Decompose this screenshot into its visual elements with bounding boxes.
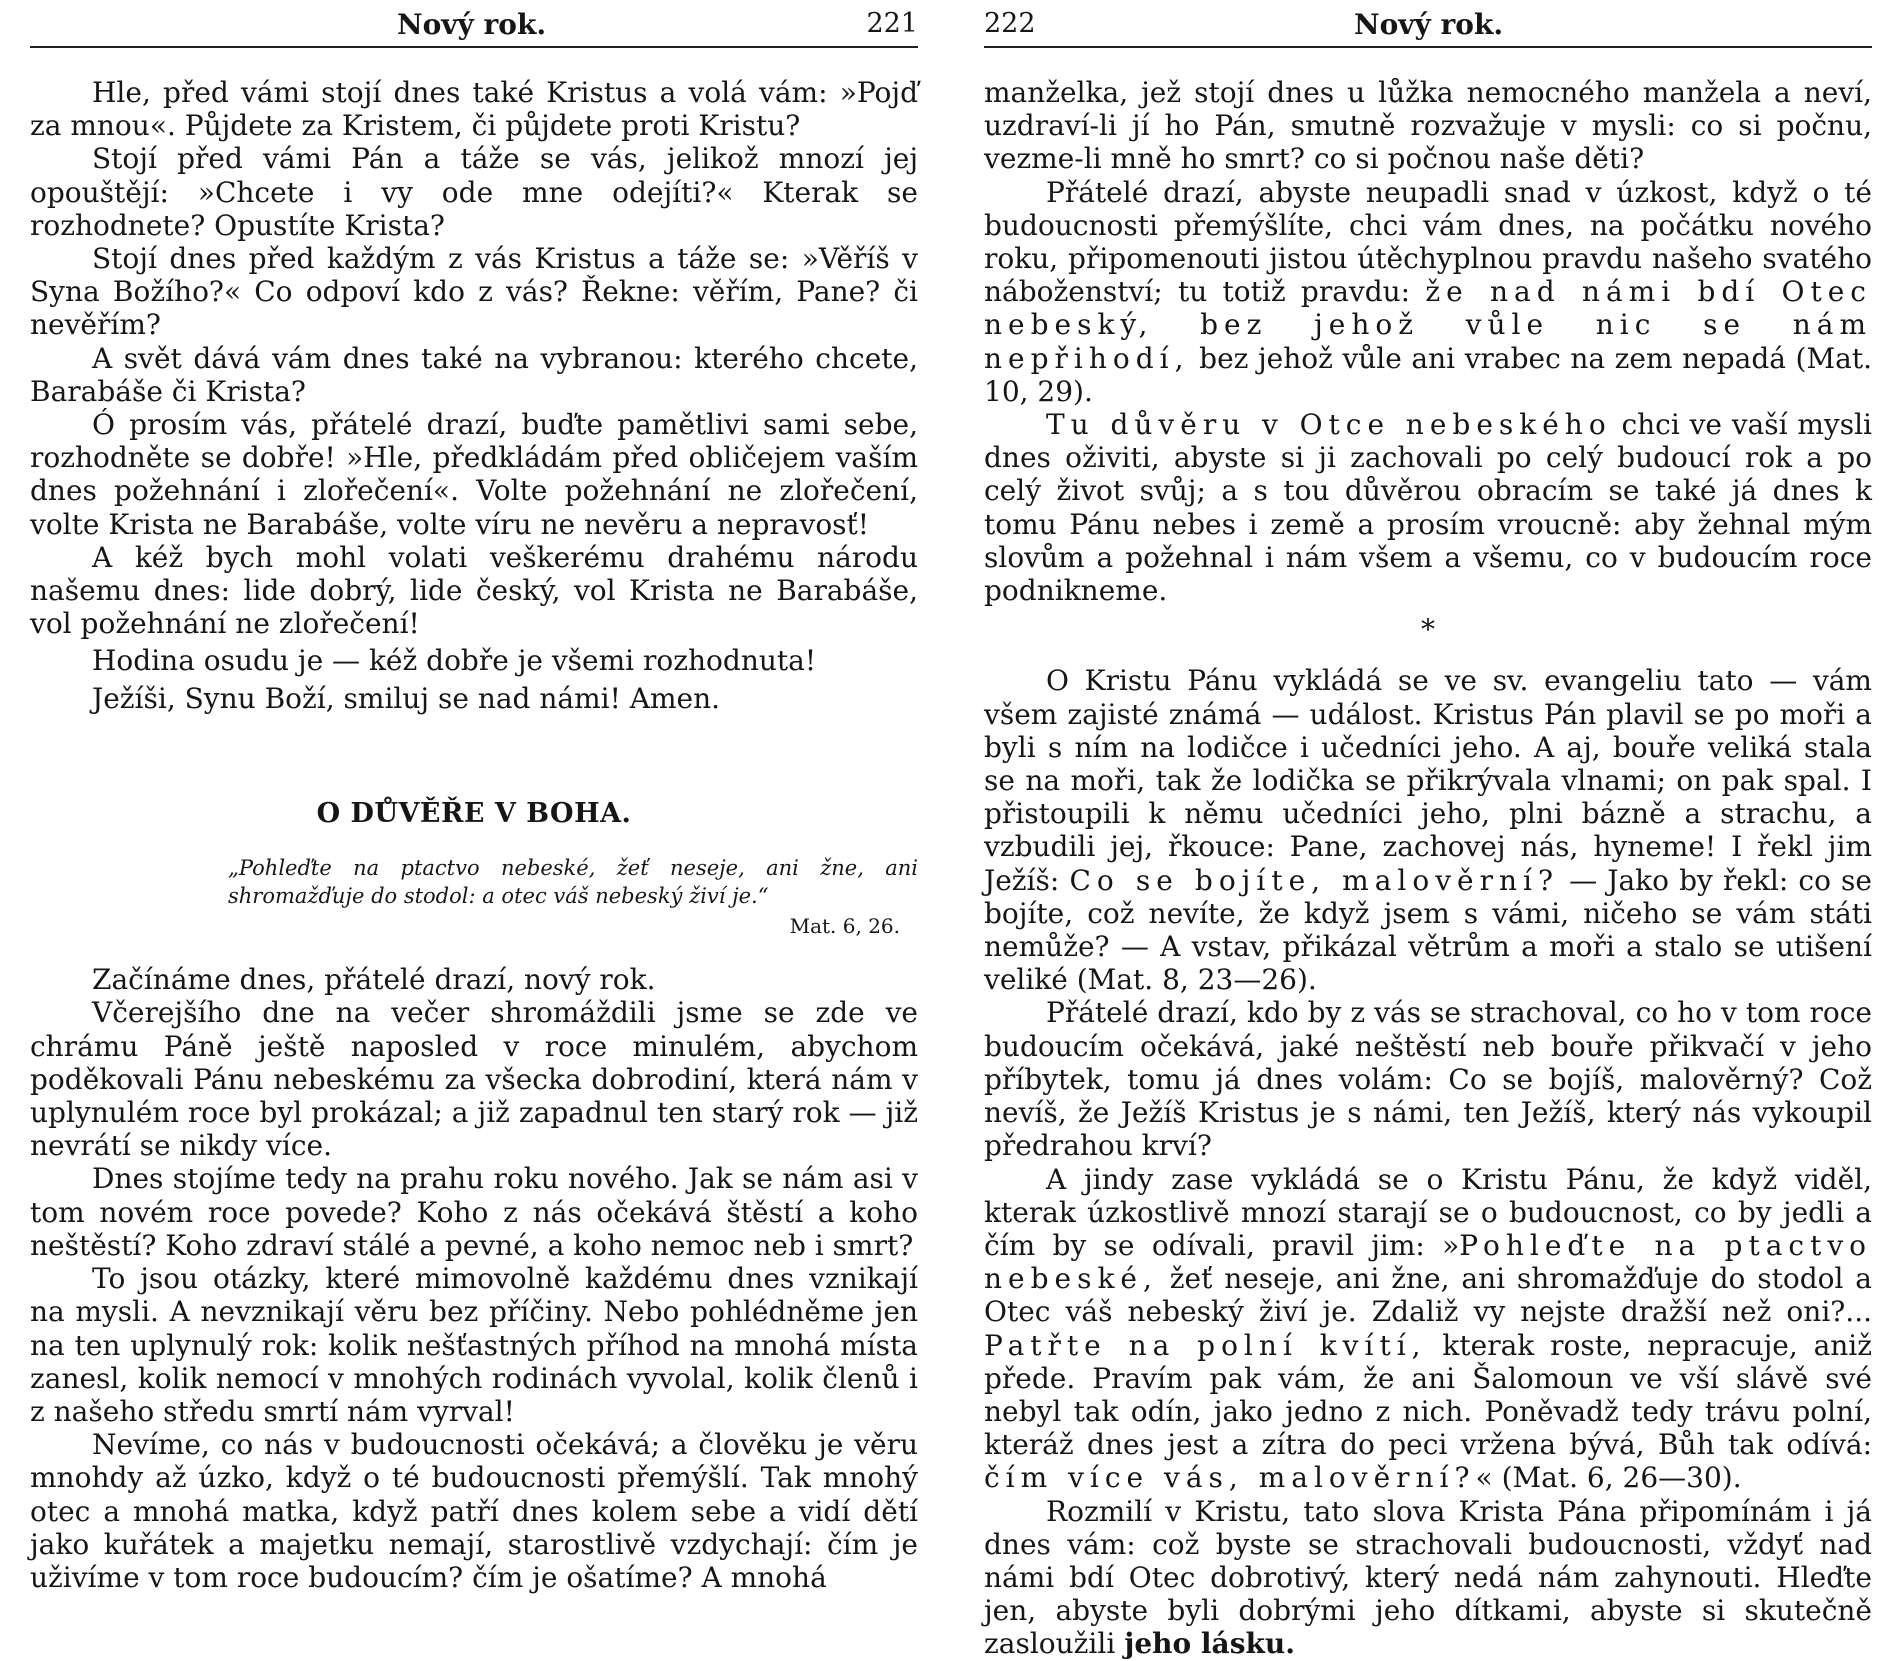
section-separator: * (1421, 613, 1435, 647)
spaced-emphasis: Tu důvěru v Otce nebeského (1046, 408, 1612, 442)
text-run: O Kristu Pánu vykládá se ve sv. evangeliu tato — vám všem zajisté známá — událost. Kristus Pán plavil se po moři a byli s ním na lodičce i učedníci jeho. A aj, bouře veliká stala se na moři, tak že lodička se přikrývala vlnami; on pak spal. I přistoupili k němu učedníci jeho, plni bázně a strachu, a vzbudili jej, řkouce: Pane, zachovej nás, hyneme! I řekl jim Ježíš: (984, 664, 1872, 897)
spaced-emphasis: že nad námi bdí Otec nebeský, bez jehož vůle nic se nám nepřihodí, (984, 275, 1872, 375)
paragraph: Ó prosím vás, přátelé drazí, buďte pamětlivi sami sebe, rozhodněte se dobře! »Hle, předkládám před obličejem vaším dnes požehnání i zlořečení«. Volte požehnání ne zlořečení, volte Krista ne Barabáše, volte víru ne nevěru a nepravosť! (30, 408, 918, 541)
text-run: Rozmilí v Kristu, tato slova Krista Pána připomínám i já dnes vám: což byste se strachovali budoucnosti, vždyť nad námi bdí Otec dobrotivý, který nedá nám zahynouti. Hleďte jen, abyste byli dobrými jeho dítkami, abyste si skutečně zasloužili (984, 1494, 1872, 1661)
left-page-body (30, 48, 918, 1594)
right-page-number: 222 (984, 8, 1036, 39)
right-header-title: Nový rok. (1354, 8, 1504, 41)
left-page (30, 0, 918, 1594)
paragraph: Ježíši, Synu Boží, smiluj se nad námi! Amen. (92, 681, 721, 715)
right-page (984, 0, 1873, 1661)
motto-quote: „Pohleďte na ptactvo nebeské, žeť neseje, ani žne, ani shromažďuje do stodol: a otec váš nebeský živí je.“ (228, 856, 918, 909)
bold-emphasis: jeho lásku. (1124, 1627, 1295, 1661)
text-run: A jindy zase vykládá se o Kristu Pánu, že když viděl, kterak úzkostlivě mnozí starají se o budoucnost, co by jedli a čím by se odívali, pravil jim: » (984, 1162, 1872, 1262)
paragraph: To jsou otázky, které mimovolně každému dnes vznikají na mysli. A nevznikají věru bez příčiny. Nebo pohlédněme jen na ten uplynulý rok: kolik nešťastných příhod na mnohá místa zanesl, kolik nemocí v mnohých rodinách vyvolal, kolik členů i z našeho středu smrtí nám vyrval! (30, 1262, 918, 1428)
right-running-header (984, 0, 1872, 48)
spaced-emphasis: Co se bojíte, malověrní? (1069, 863, 1559, 897)
text-run: — Jako by řekl: co se bojíte, což nevíte, že když jsem s vámi, ničeho se vám státi nemůže? — A vstav, přikázal větrům a moři a stalo se utišení veliké (Mat. 8, 23—26). (984, 863, 1872, 997)
spaced-emphasis: čím více vás, malověrní? (984, 1461, 1476, 1495)
paragraph: Stojí před vámi Pán a táže se vás, jelikož mnozí jej opouštějí: »Chcete i vy ode mne odejíti?« Kterak se rozhodnete? Opustíte Krista? (30, 142, 918, 242)
right-page-body (984, 48, 1872, 1661)
paragraph (984, 408, 1872, 607)
paragraph: Hle, před vámi stojí dnes také Kristus a volá vám: »Pojď za mnou«. Půjdete za Kristem, či půjdete proti Kristu? (30, 76, 918, 143)
paragraph (984, 1495, 1872, 1661)
paragraph: Dnes stojíme tedy na prahu roku nového. Jak se nám asi v tom novém roce povede? Koho z nás očekává štěstí a koho neštěstí? Koho zdraví stálé a pevné, a koho nemoc neb i smrt? (30, 1162, 918, 1262)
left-running-header (30, 0, 918, 48)
paragraph: A kéž bych mohl volati veškerému drahému národu našemu dnes: lide dobrý, lide český, vol Krista ne Barabáše, vol požehnání ne zlořečení! (30, 540, 918, 641)
paragraph (984, 1163, 1872, 1495)
text-run: bez jehož vůle ani vrabec na zem nepadá (Mat. 10, 29). (984, 341, 1872, 408)
text-run: Přátelé drazí, abyste neupadli snad v úzkost, když o té budoucnosti přemýšlíte, chci vám dnes, na počátku nového roku, připomenouti jistou útěchyplnou pravdu našeho svatého náboženství; tu totiž pravdu: (984, 175, 1872, 309)
paragraph: Začínáme dnes, přátelé drazí, nový rok. (92, 963, 656, 997)
paragraph (984, 176, 1872, 408)
motto-reference: Mat. 6, 26. (789, 914, 900, 939)
paragraph: A svět dává vám dnes také na vybranou: kterého chcete, Barabáše či Krista? (30, 341, 918, 408)
paragraph (984, 664, 1872, 996)
paragraph: Nevíme, co nás v budoucnosti očekává; a člověku je věru mnohdy až úzko, když o té budoucnosti přemýšlí. Tak mnohý otec a mnohá matka, když patří dnes kolem sebe a vidí dětí jako kuřátek a majetku nemají, starostlivě vzdychají: čím je uživíme v tom roce budoucím? čím je ošatíme? A mnohá (30, 1428, 918, 1594)
left-header-title: Nový rok. (397, 8, 547, 41)
paragraph: Hodina osudu je — kéž dobře je všemi rozhodnuta! (92, 644, 817, 678)
section-title: O DŮVĚŘE V BOHA. (316, 797, 632, 829)
paragraph: manželka, jež stojí dnes u lůžka nemocného manžela a neví, uzdraví-li jí ho Pán, smutně rozvažuje v mysli: co si počnu, vezme-li mně ho smrt? co si počnou naše děti? (984, 76, 1872, 176)
spaced-emphasis: Patřte na polní kvítí, (984, 1328, 1427, 1362)
text-run: chci ve vaší mysli dnes oživiti, abyste si ji zachovali po celý budoucí rok a po celý život svůj; a s tou důvěrou obracím se také já dnes k tomu Pánu nebes i země a prosím vroucně: aby žehnal mým slovům a požehnal i nám všem a všemu, co v budoucím roce podnikneme. (984, 408, 1872, 608)
spaced-emphasis: Pohleďte na ptactvo nebeské, (984, 1228, 1872, 1296)
text-run: žeť neseje, ani žne, ani shromažďuje do stodol a Otec váš nebeský živí je. Zdaliž vy nejste dražší než oni?... (984, 1262, 1872, 1329)
paragraph: Stojí dnes před každým z vás Kristus a táže se: »Věříš v Syna Božího?« Co odpoví kdo z vás? Řekne: věřím, Pane? či nevěřím? (30, 242, 918, 342)
left-page-number: 221 (866, 8, 918, 39)
text-run: kterak roste, nepracuje, aniž přede. Pravím pak vám, že ani Šalomoun ve vší slávě své nebyl tak odín, jako jedno z nich. Poněvadž tedy trávu polní, kteráž dnes jest a zítra do peci vržena bývá, Bůh tak odívá: (984, 1328, 1873, 1462)
text-run: « (Mat. 6, 26—30). (1475, 1461, 1742, 1495)
paragraph: Včerejšího dne na večer shromáždili jsme se zde ve chrámu Páně ještě naposled v roce minulém, abychom poděkovali Pánu nebeskému za všecka dobrodiní, která nám v uplynulém roce byl prokázal; a již zapadnul ten starý rok — již nevrátí se nikdy více. (30, 996, 918, 1163)
paragraph: Přátelé drazí, kdo by z vás se strachoval, co ho v tom roce budoucím očekává, jaké neštěstí neb bouře přikvačí v jeho příbytek, tomu já dnes volám: Co se bojíš, malověrný? Což nevíš, že Ježíš Kristus je s námi, ten Ježíš, který nás vykoupil předrahou krví? (984, 996, 1872, 1163)
